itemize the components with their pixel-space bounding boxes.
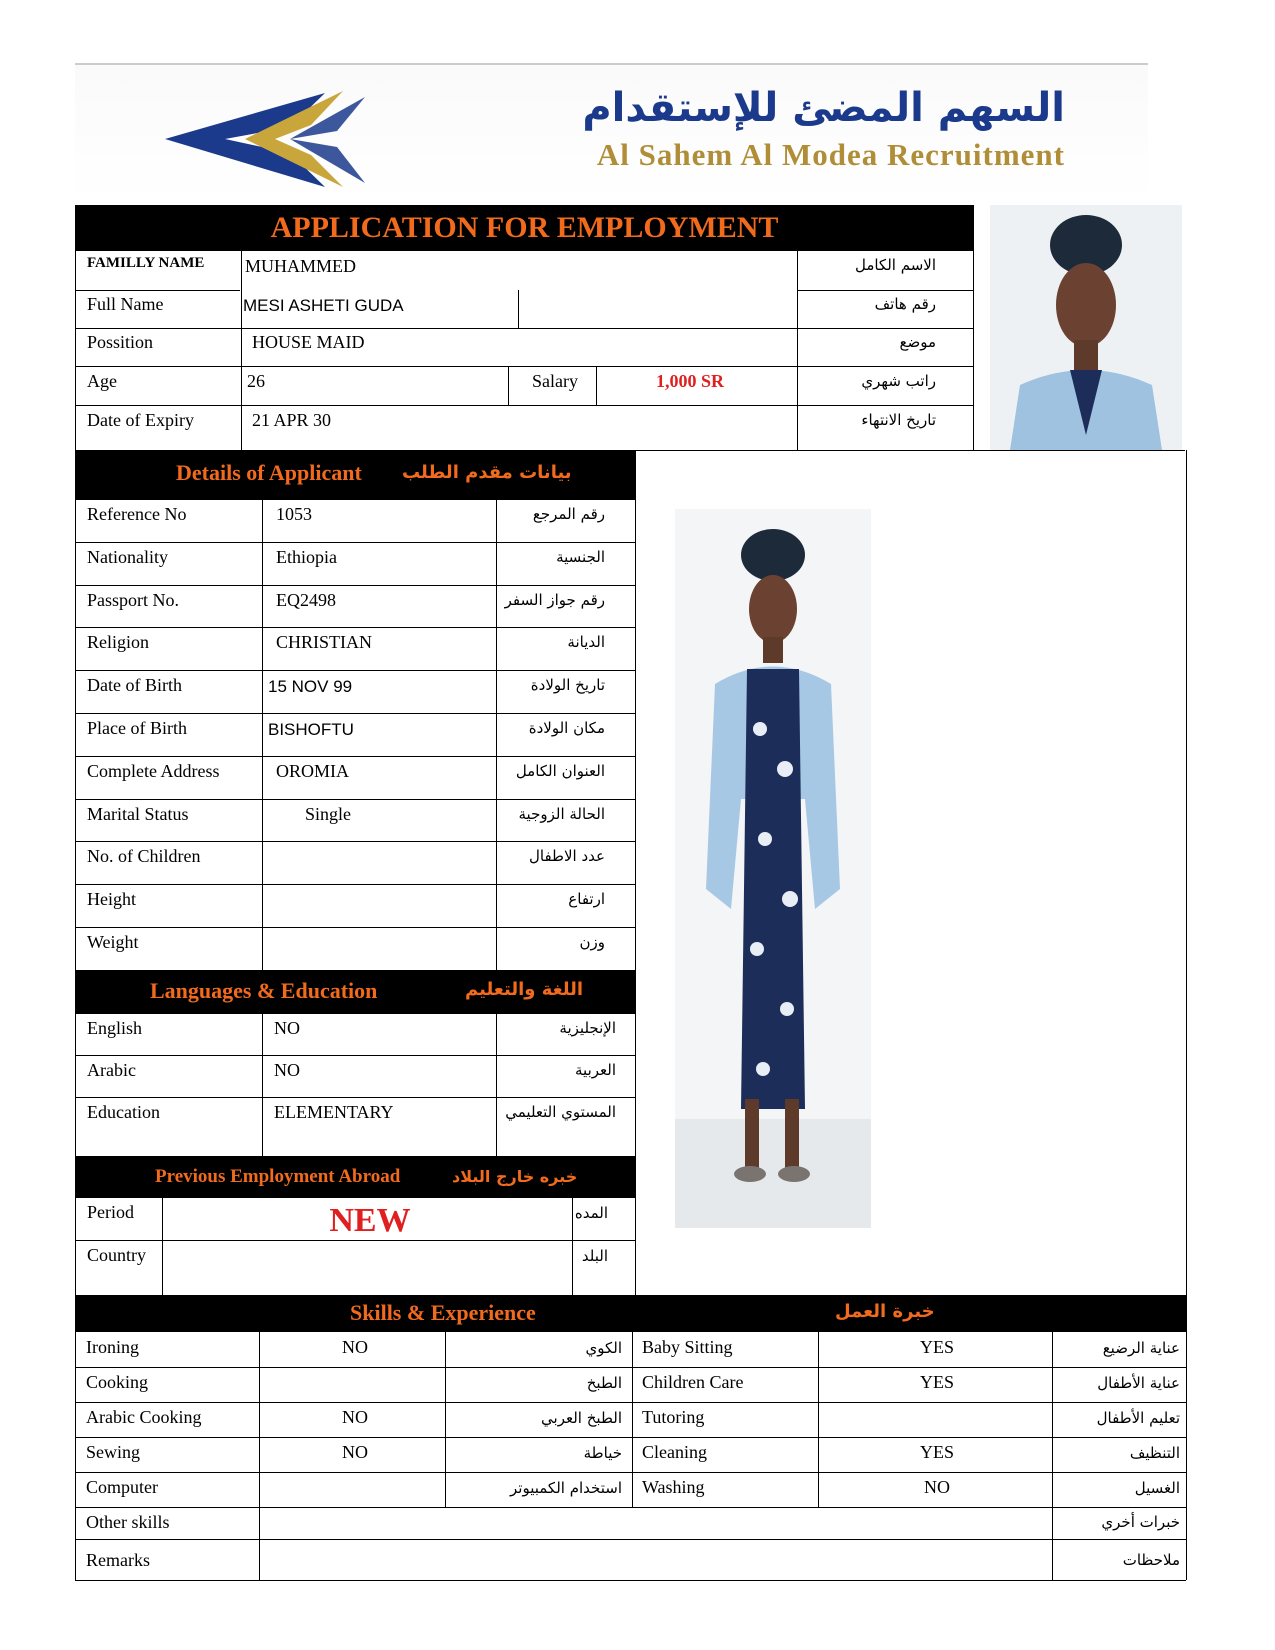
salary-label: Salary <box>532 371 578 391</box>
table-rule <box>75 627 635 628</box>
age-value: 26 <box>247 371 265 391</box>
skill-right-value: YES <box>919 1442 954 1462</box>
expiry-label: Date of Expiry <box>87 410 194 430</box>
details-row-label-ar: رقم جواز السفر <box>504 590 605 609</box>
period-value: NEW <box>329 1202 411 1239</box>
details-row-label-ar: وزن <box>579 933 605 951</box>
details-title-ar: بيانات مقدم الطلب <box>402 462 572 483</box>
skill-left-label-ar: الطبخ العربي <box>541 1409 622 1427</box>
details-row-label-ar: الجنسية <box>556 547 605 566</box>
table-rule <box>75 927 635 928</box>
skill-left-label-ar: خياطة <box>583 1444 622 1462</box>
skill-right-label: Children Care <box>642 1372 744 1392</box>
details-title-en: Details of Applicant <box>176 460 362 485</box>
details-row-label: Religion <box>87 632 149 653</box>
table-rule <box>75 884 635 885</box>
company-logo-banner <box>75 63 1148 202</box>
table-rule <box>1186 1295 1187 1507</box>
details-row-label-ar: رقم المرجع <box>532 505 605 523</box>
skill-right-label: Baby Sitting <box>642 1337 733 1357</box>
table-rule <box>75 799 635 800</box>
family-name-label-ar: الاسم الكامل <box>854 256 936 274</box>
language-row-value: NO <box>274 1060 300 1080</box>
applicant-full-body-photo <box>675 509 871 1228</box>
skill-right-label: Washing <box>642 1477 705 1497</box>
table-rule <box>75 1295 76 1507</box>
phone-label-ar: رقم هاتف <box>874 295 936 313</box>
full-name-label: Full Name <box>87 294 164 314</box>
details-row-label-ar: العنوان الكامل <box>515 761 605 780</box>
skill-left-label: Ironing <box>86 1337 139 1357</box>
table-rule <box>262 499 263 970</box>
family-name-value: MUHAMMED <box>245 256 357 276</box>
skill-right-label: Tutoring <box>642 1407 705 1427</box>
remarks-label-ar: ملاحظات <box>1122 1551 1180 1569</box>
skill-right-label-ar: التنظيف <box>1129 1444 1180 1462</box>
table-rule <box>75 1055 635 1056</box>
skills-title-ar: خبرة العمل <box>835 1301 935 1322</box>
salary-label-ar: راتب شهري <box>861 372 936 390</box>
skill-left-label: Computer <box>86 1477 158 1497</box>
language-row-label: Education <box>87 1102 160 1122</box>
language-row-label-ar: العربية <box>575 1061 616 1079</box>
skill-left-value: NO <box>342 1442 368 1462</box>
details-row-value: 1053 <box>276 504 312 524</box>
period-label-ar: المده <box>574 1204 608 1222</box>
details-row-value: BISHOFTU <box>268 720 354 739</box>
skill-left-label: Sewing <box>86 1442 140 1462</box>
details-section-header <box>75 450 635 499</box>
skill-left-value: NO <box>342 1337 368 1357</box>
table-rule <box>75 1097 635 1098</box>
position-label: Possition <box>87 332 154 352</box>
previous-title-en: Previous Employment Abroad <box>155 1166 401 1187</box>
language-row-label-ar: الإنجليزية <box>559 1019 616 1037</box>
table-rule <box>496 1013 497 1156</box>
company-name-english: Al Sahem Al Modea Recruitment <box>596 137 1065 172</box>
table-rule <box>75 1472 1186 1473</box>
skill-right-label-ar: عناية الأطفال <box>1097 1374 1180 1392</box>
skill-left-label: Cooking <box>86 1372 149 1392</box>
details-row-value: 15 NOV 99 <box>268 677 353 697</box>
position-label-ar: موضع <box>899 333 936 351</box>
skill-right-label-ar: عناية الرضيع <box>1102 1339 1180 1357</box>
applicant-headshot-photo <box>990 205 1182 450</box>
details-row-label-ar: الحالة الزوجية <box>518 804 605 823</box>
language-row-label-ar: المستوي التعليمي <box>505 1103 616 1121</box>
table-rule <box>75 1402 1186 1403</box>
details-row-value: EQ2498 <box>276 589 336 610</box>
table-rule <box>75 499 76 970</box>
expiry-label-ar: تاريخ الانتهاء <box>861 411 936 429</box>
languages-title-en: Languages & Education <box>150 978 378 1003</box>
salary-value: 1,000 SR <box>656 371 725 391</box>
table-rule <box>75 713 635 714</box>
remarks-label: Remarks <box>86 1550 150 1570</box>
skill-left-label-ar: الطبخ <box>586 1374 622 1392</box>
previous-title-ar: خبره خارج البلاد <box>452 1167 578 1186</box>
details-row-label: Passport No. <box>87 589 180 610</box>
table-rule <box>75 450 76 499</box>
table-rule <box>75 499 635 500</box>
skills-section-header <box>75 1295 1186 1332</box>
details-row-value: OROMIA <box>276 760 350 781</box>
details-row-label: Place of Birth <box>87 718 187 738</box>
skill-right-label: Cleaning <box>642 1442 707 1462</box>
table-rule <box>262 1013 263 1156</box>
details-row-value: CHRISTIAN <box>276 632 373 653</box>
details-row-value: Ethiopia <box>276 546 337 567</box>
details-row-value: Single <box>305 803 352 824</box>
skill-left-label-ar: الكوي <box>585 1339 622 1357</box>
language-row-value: NO <box>274 1018 300 1038</box>
position-value: HOUSE MAID <box>252 332 365 352</box>
language-row-label: Arabic <box>87 1060 136 1080</box>
period-label: Period <box>87 1202 134 1222</box>
table-rule <box>75 585 635 586</box>
languages-section-header <box>75 970 635 1013</box>
table-rule <box>632 1332 633 1507</box>
country-label: Country <box>87 1245 147 1265</box>
details-row-label-ar: مكان الولادة <box>528 719 605 737</box>
full-name-value: MESI ASHETI GUDA <box>243 296 404 315</box>
language-row-label: English <box>87 1018 143 1038</box>
table-rule <box>75 1013 635 1014</box>
form-title-banner <box>75 205 974 251</box>
table-rule <box>75 841 635 842</box>
table-rule <box>75 1013 76 1156</box>
table-rule <box>445 1332 446 1507</box>
skill-right-label-ar: الغسيل <box>1134 1479 1180 1497</box>
languages-title-ar: اللغة والتعليم <box>465 979 584 1000</box>
details-row-label: Weight <box>87 932 139 952</box>
table-rule <box>496 499 497 970</box>
other-skills-label-ar: خبرات أخري <box>1101 1513 1180 1531</box>
details-row-label-ar: تاريخ الولادة <box>530 676 605 695</box>
details-row-label: Nationality <box>87 546 168 567</box>
table-rule <box>1052 1332 1053 1507</box>
details-row-label-ar: الديانة <box>567 633 605 652</box>
table-rule <box>75 1437 1186 1438</box>
details-row-label: Complete Address <box>87 760 220 781</box>
details-row-label-ar: ارتفاع <box>568 890 605 909</box>
family-name-label: FAMILLY NAME <box>87 255 205 271</box>
skill-left-label: Arabic Cooking <box>86 1407 202 1427</box>
table-rule <box>818 1332 819 1507</box>
table-rule <box>75 756 635 757</box>
details-row-label: No. of Children <box>87 846 201 867</box>
table-rule <box>75 670 635 671</box>
form-title: APPLICATION FOR EMPLOYMENT <box>270 211 779 244</box>
skill-left-value: NO <box>342 1407 368 1427</box>
table-rule <box>75 542 635 543</box>
skill-right-value: YES <box>919 1337 954 1357</box>
details-row-label-ar: عدد الاطفال <box>529 847 605 866</box>
previous-employment-header <box>75 1156 635 1198</box>
other-skills-label: Other skills <box>86 1512 170 1532</box>
details-row-label: Date of Birth <box>87 675 182 696</box>
details-row-label: Height <box>87 889 136 910</box>
skill-right-label-ar: تعليم الأطفال <box>1096 1409 1180 1427</box>
age-label: Age <box>87 371 117 391</box>
skill-right-value: YES <box>919 1372 954 1392</box>
table-rule <box>75 1367 1186 1368</box>
country-label-ar: البلد <box>581 1247 608 1265</box>
skill-left-label-ar: استخدام الكمبيوتر <box>510 1479 622 1497</box>
details-row-label: Marital Status <box>87 803 189 824</box>
company-name-arabic: السهم المضئ للإستقدام <box>582 85 1065 131</box>
skills-title-en: Skills & Experience <box>350 1300 536 1325</box>
language-row-value: ELEMENTARY <box>274 1102 394 1122</box>
expiry-value: 21 APR 30 <box>252 410 332 430</box>
skill-right-value: NO <box>924 1477 950 1497</box>
table-rule <box>259 1332 260 1507</box>
details-row-label: Reference No <box>87 504 187 524</box>
